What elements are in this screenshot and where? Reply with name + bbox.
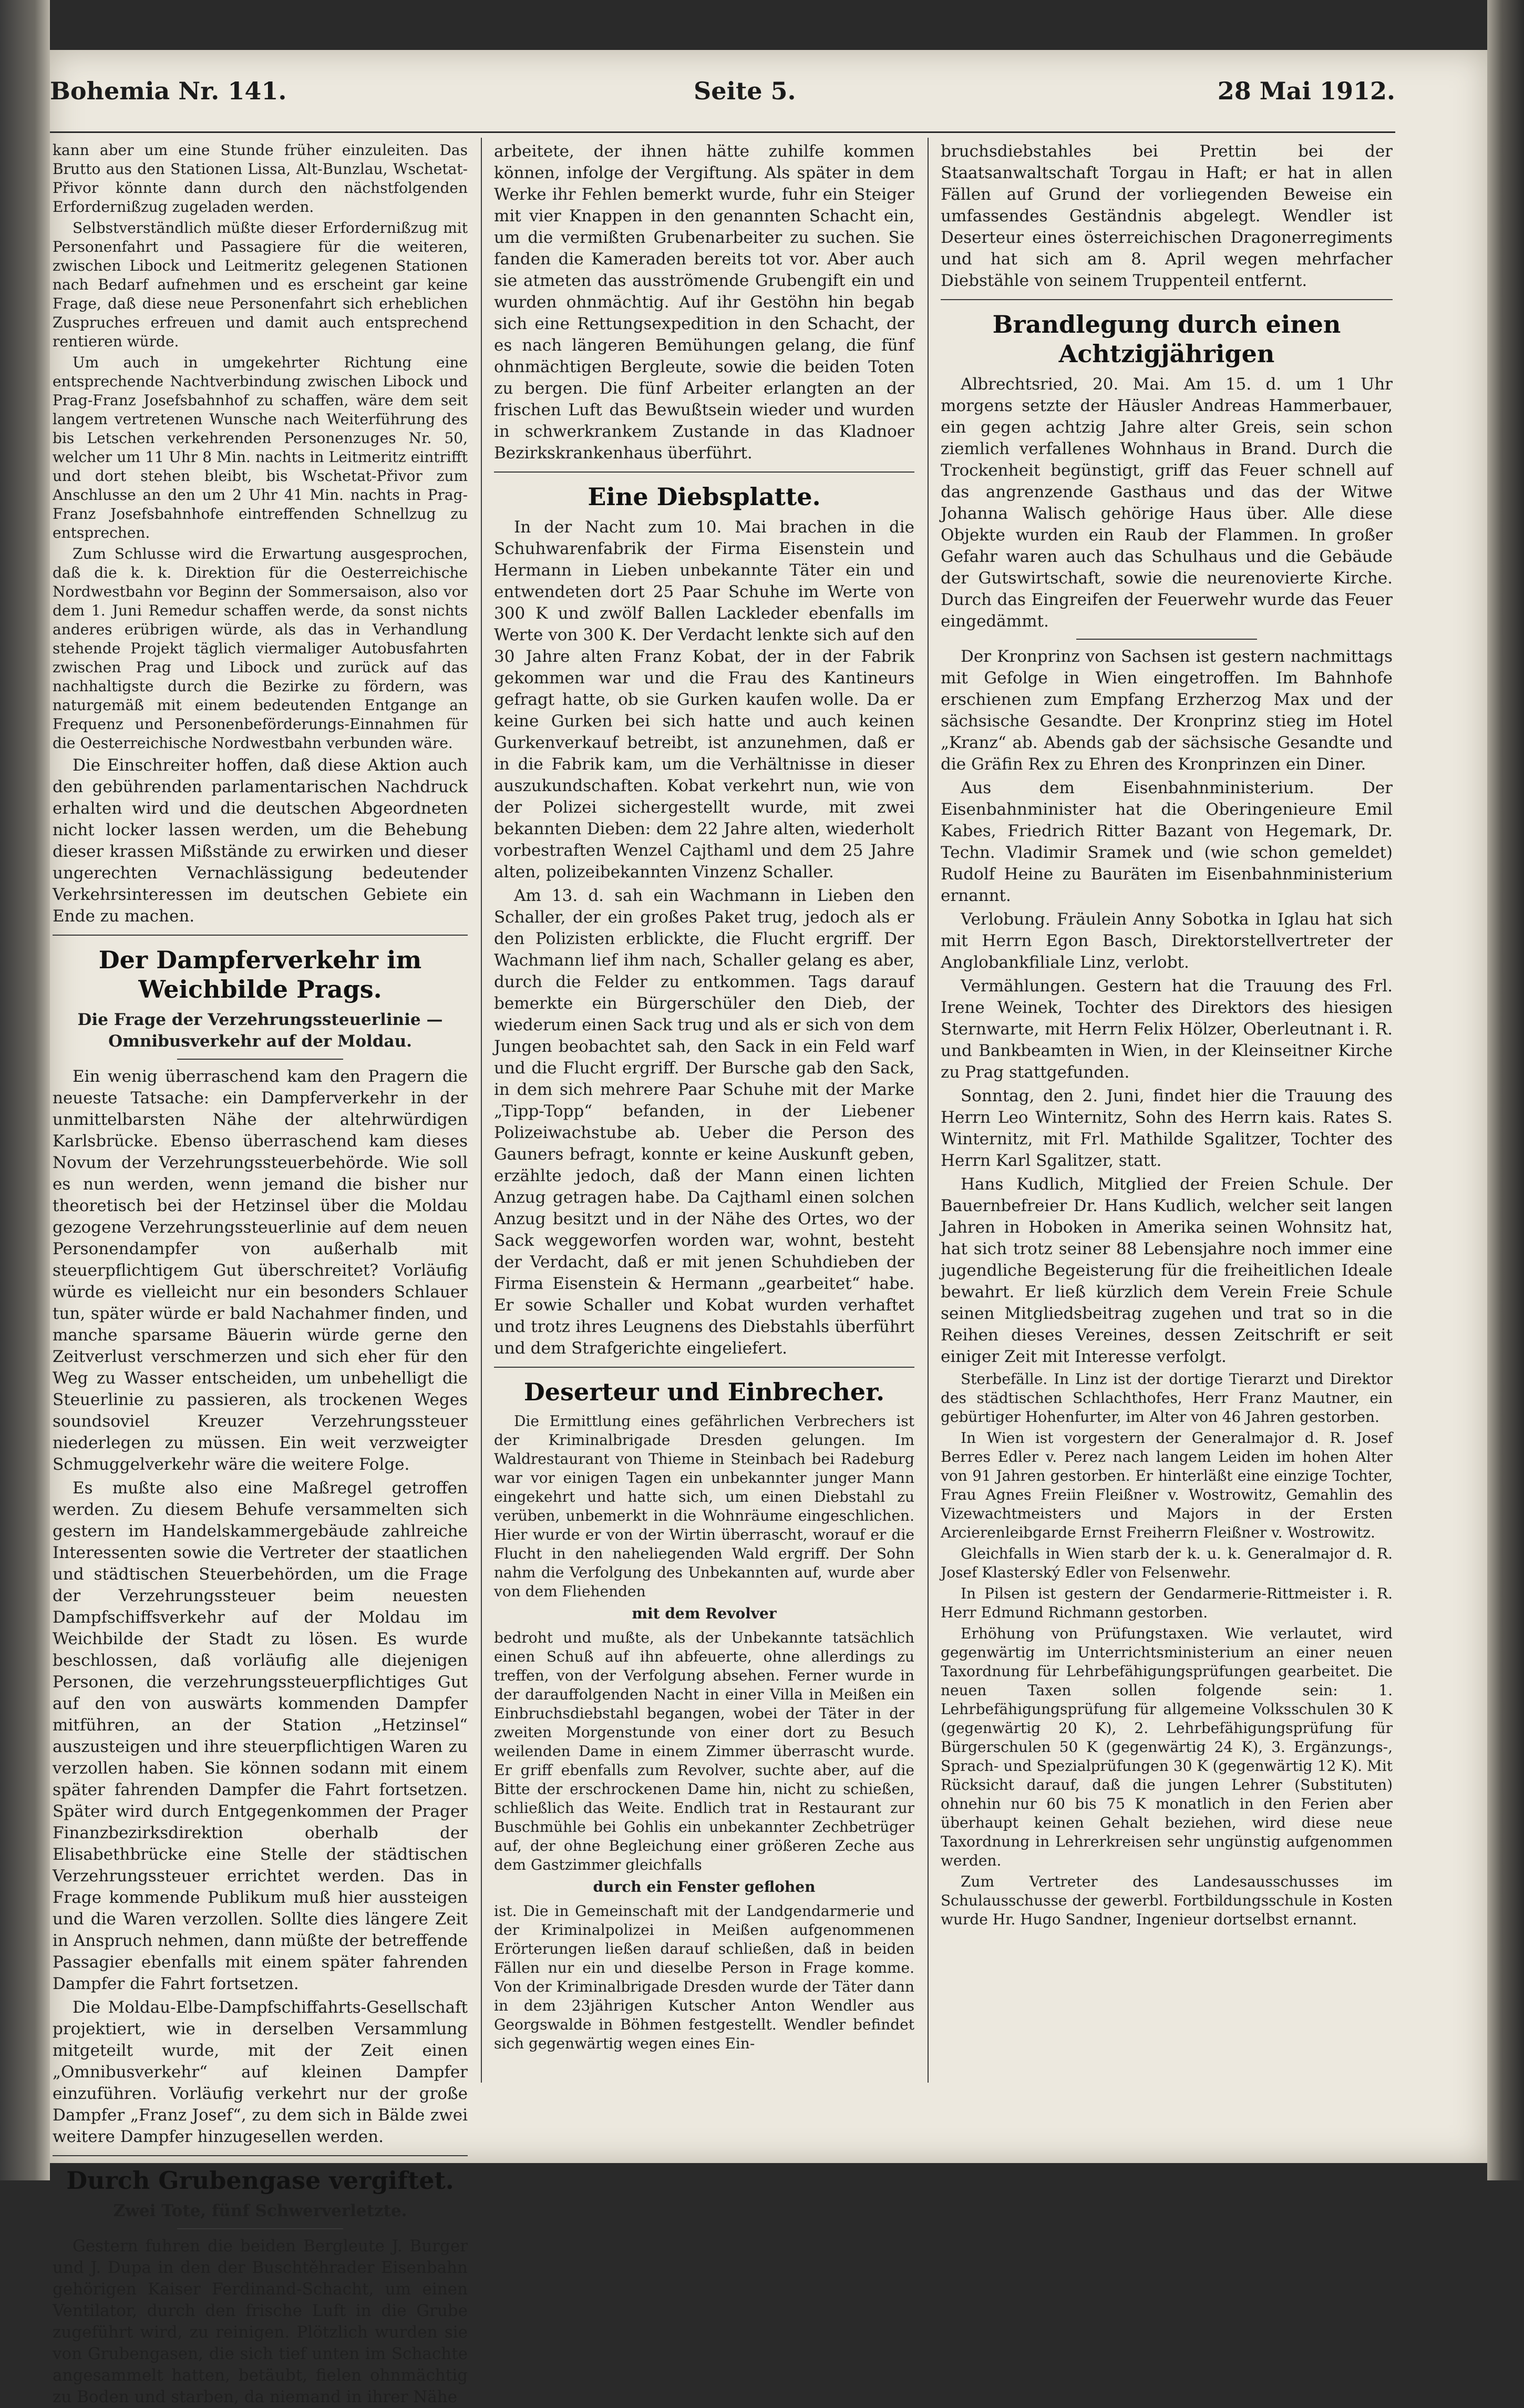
- news-item-pilsen: In Pilsen ist gestern der Gendarmerie-Rittmeister i. R. Herr Edmund Richmann gestorben.: [941, 1585, 1393, 1621]
- news-item-kronprinz: Der Kronprinz von Sachsen ist gestern nachmittags mit Gefolge in Wien eingetroffen. Im Bahnhofe erschienen zum Empfang Erzherzog Max und der sächsische Gesandte. Der Kronprinz stieg im Hotel „Kranz“ ab. Abends gab der sächsische Gesandte und die Gräfin Rex zu Ehren des Kronprinzen ein Diner.: [941, 647, 1393, 774]
- inline-subhead: mit dem Revolver: [632, 1605, 777, 1622]
- news-item-vermaehlungen: Vermählungen. Gestern hat die Trauung des Frl. Irene Weinek, Tochter des Direktors des hiesigen Sternwarte, mit Herrn Felix Hölzer, Oberleutnant i. R. und Bankbeamten in Wien, in der Kleinseitner Kirche zu Prag stattgefunden.: [941, 977, 1393, 1082]
- article-paragraph: Albrechtsried, 20. Mai. Am 15. d. um 1 Uhr morgens setzte der Häusler Andreas Hammerbauer, ein gegen achtzig Jahre alter Greis, sein schon ziemlich verfallenes Wohnhaus in Brand. Durch die Trockenheit begünstigt, griff das Feuer schnell auf das angrenzende Gasthaus und das der Witwe Johanna Walisch gehörige Haus über. Alle diese Objekte wurden ein Raub der Flammen. In großer Gefahr waren auch das Schulhaus und die Gebäude der Gutswirtschaft, sowie die neurenovierte Kirche. Durch das Eingreifen der Feuerwehr wurde das Feuer eingedämmt.: [941, 375, 1393, 631]
- column-1: [53, 141, 468, 2406]
- news-item-sterbefaelle: Sterbefälle. In Linz ist der dortige Tierarzt und Direktor des städtischen Schlachthofes, Herr Franz Mautner, ein gebürtiger Hohenfurter, im Alter von 46 Jahren gestorben.: [941, 1370, 1393, 1426]
- news-item-trauung: Sonntag, den 2. Juni, findet hier die Trauung des Herrn Leo Winternitz, Sohn des Herrn kais. Rates S. Winternitz, mit Frl. Mathilde Sgalitzer, Tochter des Herrn Karl Sgalitzer, statt.: [941, 1087, 1393, 1170]
- column-divider-2: [928, 138, 929, 2083]
- short-rule: [177, 2228, 343, 2229]
- headline-dampferverkehr: Der Dampferverkehr im Weichbilde Prags.: [98, 946, 422, 1003]
- article-paragraph: arbeitete, der ihnen hätte zuhilfe kommen können, infolge der Vergiftung. Als später in dem Werke ihr Fehlen bemerkt wurde, fuhr ein Steiger mit vier Knappen in den genannten Schacht ein, um die vermißten Grubenarbeiter zu suchen. Sie fanden die Kameraden bereits tot vor. Aber auch sie atmeten das ausströmende Grubengift ein und wurden ohnmächtig. Auf ihr Gestöhn hin begab sich eine Rettungsexpedition in den Schacht, der es nach längeren Bemühungen gelang, die fünf ohnmächtigen Bergleute, sowie die beiden Toten zu bergen. Die fünf Arbeiter erlangten an der frischen Luft das Bewußtsein wieder und wurden in schwerkrankem Zustande in das Kladnoer Bezirkskrankenhaus überführt.: [494, 142, 914, 463]
- column-2: [494, 141, 914, 2075]
- news-item-verlobung: Verlobung. Fräulein Anny Sobotka in Iglau hat sich mit Herrn Egon Basch, Direktorstellvertreter der Anglobankfiliale Linz, verlobt.: [941, 910, 1393, 972]
- article-paragraph: kann aber um eine Stunde früher einzuleiten. Das Brutto aus den Stationen Lissa, Alt-Bunzlau, Wschetat-Přivor könnte dann durch den nächstfolgenden Erfordernißzug zugeladen werden.: [53, 141, 468, 216]
- header-date: 28 Mai 1912.: [1217, 77, 1395, 105]
- news-item-wien-2: Gleichfalls in Wien starb der k. u. k. Generalmajor d. R. Josef Klasterský Edler von Felsenwehr.: [941, 1545, 1393, 1581]
- article-paragraph: Zum Schlusse wird die Erwartung ausgesprochen, daß die k. k. Direktion für die Oesterreichische Nordwestbahn vor Beginn der Sommersaison, also vor dem 1. Juni Remedur schaffen werde, da sonst nichts anderes erübrigen würde, als das in Verhandlung stehende Projekt täglich viermaliger Autobusfahrten zwischen Prag und Libock und zurück auf das nachhaltigste durch die Bezirke zu fördern, was naturgemäß mit einem bedeutenden Entgange an Frequenz und Personenbeförderungs-Einnahmen für die Oesterreichische Nordwestbahn verbunden wäre.: [53, 545, 468, 752]
- article-paragraph: Die Einschreiter hoffen, daß diese Aktion auch den gebührenden parlamentarischen Nachdruck erhalten wird und die deutschen Abgeordneten nicht locker lassen werden, um die Behebung dieser krassen Mißstände zu erwirken und dieser ungerechten Vernachlässigung bedeutender Verkehrsinteressen im deutschen Gebiete ein Ende zu machen.: [53, 756, 468, 926]
- scan-border-right: [1487, 0, 1524, 2180]
- news-item-eisenbahn: Aus dem Eisenbahnministerium. Der Eisenbahnminister hat die Oberingenieure Emil Kabes, Friedrich Ritter Bazant von Hegemark, Dr. Techn. Vladimir Sramek und (wie schon gemeldet) Rudolf Heine zu Bauräten im Eisenbahnministerium ernannt.: [941, 778, 1393, 905]
- article-paragraph: Um auch in umgekehrter Richtung eine entsprechende Nachtverbindung zwischen Libock und Prag-Franz Josefsbahnhof zu schaffen, wäre dem seit langem vertretenen Wunsche nach Weiterführung des bis Letschen verkehrenden Personenzuges Nr. 50, welcher um 11 Uhr 8 Min. nachts in Leitmeritz eintrifft und dort stehen bleibt, bis Wschetat-Přivor zum Anschlusse an den um 2 Uhr 41 Min. nachts in Prag-Franz Josefsbahnhofe eintreffenden Schnellzug zu entsprechen.: [53, 354, 468, 541]
- article-paragraph: Die Ermittlung eines gefährlichen Verbrechers ist der Kriminalbrigade Dresden gelungen. Im Waldrestaurant von Thieme in Steinbach bei Radeburg war vor einigen Tagen ein unbekannter junger Mann eingekehrt und hatte sich, um einen Diebstahl zu verüben, unbemerkt in die Wohnräume eingeschlichen. Hier wurde er von der Wirtin überrascht, worauf er die Flucht in den naheliegenden Wald ergriff. Der Sohn nahm die Verfolgung des Unbekannten auf, wurde aber von dem Fliehenden: [494, 1412, 914, 1600]
- short-rule: [177, 1059, 343, 1060]
- subheadline: Zwei Tote, fünf Schwerverletzte.: [113, 2201, 407, 2220]
- news-item-wien: In Wien ist vorgestern der Generalmajor d. R. Josef Berres Edler v. Perez nach langem Leiden im hohen Alter von 91 Jahren gestorben. Er hinterläßt eine einzige Tochter, Frau Agnes Freiin Fleißner v. Wostrowitz, Gemahlin des Vizewachtmeisters und Majors in der Ersten Arcierenleibgarde Ernst Freiherrn Fleißner v. Wostrowitz.: [941, 1429, 1393, 1541]
- short-rule: [1076, 639, 1257, 640]
- article-paragraph: bedroht und mußte, als der Unbekannte tatsächlich einen Schuß auf ihn abfeuerte, ohne allerdings zu treffen, von der Verfolgung absehen. Ferner wurde in der darauffolgenden Nacht in einer Villa in Meißen ein Einbruchsdiebstahl begangen, wobei der Täter in der zweiten Morgenstunde von einer dort zu Besuch weilenden Dame in einem Zimmer überrascht wurde. Er griff ebenfalls zum Revolver, suchte aber, auf die Bitte der erschrockenen Dame hin, nicht zu schießen, schließlich das Weite. Endlich trat in Restaurant zur Buschmühle bei Gohlis ein unbekannter Zechbetrüger auf, der ohne Begleichung einer größeren Zeche aus dem Gastzimmer gleichfalls: [494, 1629, 914, 1873]
- news-item-pruefungstaxen: Erhöhung von Prüfungstaxen. Wie verlautet, wird gegenwärtig im Unterrichtsministerium an einer neuen Taxordnung für Lehrbefähigungsprüfungen gearbeitet. Die neuen Taxen sollen folgende sein: 1. Lehrbefähigungsprüfung für allgemeine Volksschulen 30 K (gegenwärtig 20 K), 2. Lehrbefähigungsprüfung für Bürgerschulen 50 K (gegenwärtig 24 K), 3. Ergänzungs-, Sprach- und Spezialprüfungen 30 K (gegenwärtig 12 K). Mit Rücksicht darauf, daß die jungen Lehrer (Substituten) ohnehin nur 60 bis 75 K monatlich in den Ferien aber überhaupt keinen Gehalt beziehen, wird diese neue Taxordnung in Lehrerkreisen sehr ungünstig aufgenommen werden.: [941, 1625, 1393, 1869]
- subheadline: Die Frage der Verzehrungssteuerlinie — Omnibusverkehr auf der Moldau.: [77, 1010, 443, 1051]
- article-paragraph: Am 13. d. sah ein Wachmann in Lieben den Schaller, der ein großes Paket trug, jedoch als er den Polizisten erblickte, die Flucht ergriff. Der Wachmann lief ihm nach, Schaller gelang es aber, durch die Felder zu entkommen. Tags darauf bemerkte ein Bürgerschüler den Dieb, der wiederum einen Sack trug und als er sich von dem Jungen beobachtet sah, den Sack in ein Feld warf und die Flucht ergriff. Der Bursche gab den Sack, in dem sich mehrere Paar Schuhe mit der Marke „Tipp-Topp“ befanden, in der Liebener Polizeiwachstube ab. Ueber die Person des Gauners befragt, konnte er keine Auskunft geben, erzählte jedoch, daß der Mann einen lichten Anzug getragen habe. Da Cajthaml einen solchen Anzug besitzt und in der Nähe des Ortes, wo der Sack weggeworfen worden war, wohnt, besteht der Verdacht, daß er mit jenen Schuhdieben der Firma Eisenstein & Hermann „gearbeitet“ habe. Er sowie Schaller und Kobat wurden verhaftet und trotz ihres Leugnens des Diebstahls überführt und dem Strafgerichte eingeliefert.: [494, 886, 914, 1358]
- section-rule: [53, 2155, 468, 2156]
- headline-diebsplatte: Eine Diebsplatte.: [588, 483, 821, 511]
- article-paragraph: Selbstverständlich müßte dieser Erfordernißzug mit Personenfahrt und Passagiere für die weiteren, zwischen Libock und Leitmeritz gelegenen Stationen nach Bedarf aufnehmen und es erscheint gar keine Frage, daß diese neue Personenfahrt sich erheblichen Zuspruches erfreuen und damit auch entsprechend rentieren würde.: [53, 219, 468, 350]
- header-publication: Bohemia Nr. 141.: [50, 77, 287, 105]
- section-rule: [494, 472, 914, 473]
- news-item-kudlich: Hans Kudlich, Mitglied der Freien Schule. Der Bauernbefreier Dr. Hans Kudlich, welcher seit langen Jahren in Hoboken in Amerika seinen Wohnsitz hat, hat sich trotz seiner 88 Lebensjahre noch immer eine jugendliche Begeisterung für die freiheitlichen Ideale bewahrt. Er ließ kürzlich dem Verein Freie Schule seinen Mitgliedsbeitrag zugehen und trat so in die Reihen dieses Vereines, dessen Zeitschrift er seit einiger Zeit mit Interesse verfolgt.: [941, 1175, 1393, 1366]
- article-paragraph: Gestern fuhren die beiden Bergleute J. Burger und J. Dupa in den der Buschtěhrader Eisenbahn gehörigen Kaiser Ferdinand-Schacht, um einen Ventilator, durch den frische Luft in die Grube zugeführt wird, zu reinigen. Plötzlich wurden sie von Grubengasen, die sich tief unten im Schachte angesammelt hatten, betäubt, fielen ohnmächtig zu Boden und starben, da niemand in ihrer Nähe: [53, 2237, 468, 2406]
- inline-subhead: durch ein Fenster geflohen: [593, 1878, 816, 1895]
- section-rule: [494, 1367, 914, 1368]
- section-rule: [941, 299, 1393, 300]
- section-rule: [53, 935, 468, 936]
- header-rule: [50, 131, 1395, 133]
- article-paragraph: bruchsdiebstahles bei Prettin bei der Staatsanwaltschaft Torgau in Haft; er hat in allen Fällen auf Grund der vorliegenden Beweise ein umfassendes Geständnis abgelegt. Wendler ist Deserteur eines österreichischen Dragonerregiments und hat sich am 8. April wegen mehrfacher Diebstähle von seinem Truppenteil entfernt.: [941, 142, 1393, 290]
- page-header: [50, 67, 1395, 115]
- news-item-landesausschuss: Zum Vertreter des Landesausschusses im Schulausschusse der gewerbl. Fortbildungsschule in Kosten wurde Hr. Hugo Sandner, Ingenieur dortselbst ernannt.: [941, 1873, 1393, 1928]
- scan-border-left: [0, 0, 50, 2180]
- column-3: [941, 141, 1393, 2075]
- header-page-number: Seite 5.: [694, 77, 796, 105]
- article-paragraph: Die Moldau-Elbe-Dampfschiffahrts-Gesellschaft projektiert, wie in derselben Versammlung mitgeteilt wurde, mit der Zeit einen „Omnibusverkehr“ auf kleinen Dampfer einzuführen. Vorläufig verkehrt nur der große Dampfer „Franz Josef“, zu dem sich in Bälde zwei weitere Dampfer hinzugesellen werden.: [53, 1998, 468, 2146]
- headline-grubengase: Durch Grubengase vergiftet.: [66, 2166, 454, 2195]
- article-paragraph: Es mußte also eine Maßregel getroffen werden. Zu diesem Behufe versammelten sich gestern im Handelskammergebäude zahlreiche Interessenten sowie die Vertreter der staatlichen und städtischen Steuerbehörden, um die Frage der Verzehrungssteuer beim neuesten Dampfschiffsverkehr auf der Moldau im Weichbilde der Stadt zu lösen. Es wurde beschlossen, daß vorläufig alle diejenigen Personen, die verzehrungssteuerpflichtiges Gut auf den von auswärts kommenden Dampfer mitführen, an der Station „Hetzinsel“ auszusteigen und ihre steuerpflichtigen Waren zu verzollen haben. Sie können sodann mit einem später fahrenden Dampfer die Fahrt fortsetzen. Später wird durch Entgegenkommen der Prager Finanzbezirksdirektion oberhalb der Elisabethbrücke eine Stelle der städtischen Verzehrungssteuer errichtet werden. Das in Frage kommende Publikum muß hier aussteigen und die Waren verzollen. Sollte dies längere Zeit in Anspruch nehmen, dann müßte der betreffende Passagier ebenfalls mit einem später fahrenden Dampfer die Fahrt fortsetzen.: [53, 1479, 468, 1993]
- article-paragraph: ist. Die in Gemeinschaft mit der Landgendarmerie und der Kriminalpolizei in Meißen aufgenommenen Erörterungen ließen darauf schließen, daß in beiden Fällen nur ein und dieselbe Person in Frage komme. Von der Kriminalbrigade Dresden wurde der Täter dann in dem 23jährigen Kutscher Anton Wendler aus Georgswalde in Böhmen festgestellt. Wendler befindet sich gegenwärtig wegen eines Ein-: [494, 1902, 914, 2052]
- headline-brandlegung: Brandlegung durch einen Achtzigjährigen: [992, 310, 1341, 368]
- article-paragraph: In der Nacht zum 10. Mai brachen in die Schuhwarenfabrik der Firma Eisenstein und Hermann in Lieben unbekannte Täter ein und entwendeten dort 25 Paar Schuhe im Werte von 300 K und zwölf Ballen Lackleder ebenfalls im Werte von 300 K. Der Verdacht lenkte sich auf den 30 Jahre alten Franz Kobat, der in der Fabrik gekommen war und die Frau des Kantineurs gefragt hatte, ob sie Gurken kaufen wolle. Da er keine Gurken bei sich hatte und auch keinen Gurkenverkauf betreibt, ist anzunehmen, daß er in die Fabrik kam, um die Verhältnisse in dieser auszukundschaften. Kobat verkehrt nun, wie von der Polizei sichergestellt wurde, mit zwei bekannten Dieben: dem 22 Jahre alten, wiederholt vorbestraften Wenzel Cajthaml und dem 25 Jahre alten, polizeibekannten Vinzenz Schaller.: [494, 518, 914, 882]
- column-divider-1: [481, 138, 482, 2083]
- headline-deserteur: Deserteur und Einbrecher.: [523, 1378, 885, 1406]
- article-paragraph: Ein wenig überraschend kam den Pragern die neueste Tatsache: ein Dampferverkehr in der unmittelbarsten Nähe der altehrwürdigen Karlsbrücke. Ebenso überraschend kam dieses Novum der Verzehrungssteuerbehörde. Wie soll es nun werden, wenn jemand die bisher nur theoretisch bei der Hetzinsel über die Moldau gezogene Verzehrungssteuerlinie auf dem neuen Personendampfer von außerhalb mit steuerpflichtigem Gut überschreitet? Vorläufig würde es vielleicht nur ein besonders Schlauer tun, später würde er bald Nachahmer finden, und manche sparsame Bäuerin würde gerne den Zeitverlust verschmerzen und sich eher für den Weg zu Wasser entscheiden, um unbehelligt die Steuerlinie zu passieren, als trockenen Weges soundsoviel Kreuzer Verzehrungssteuer niederlegen zu müssen. Ein weit verzweigter Schmuggelverkehr wäre die weitere Folge.: [53, 1067, 468, 1474]
